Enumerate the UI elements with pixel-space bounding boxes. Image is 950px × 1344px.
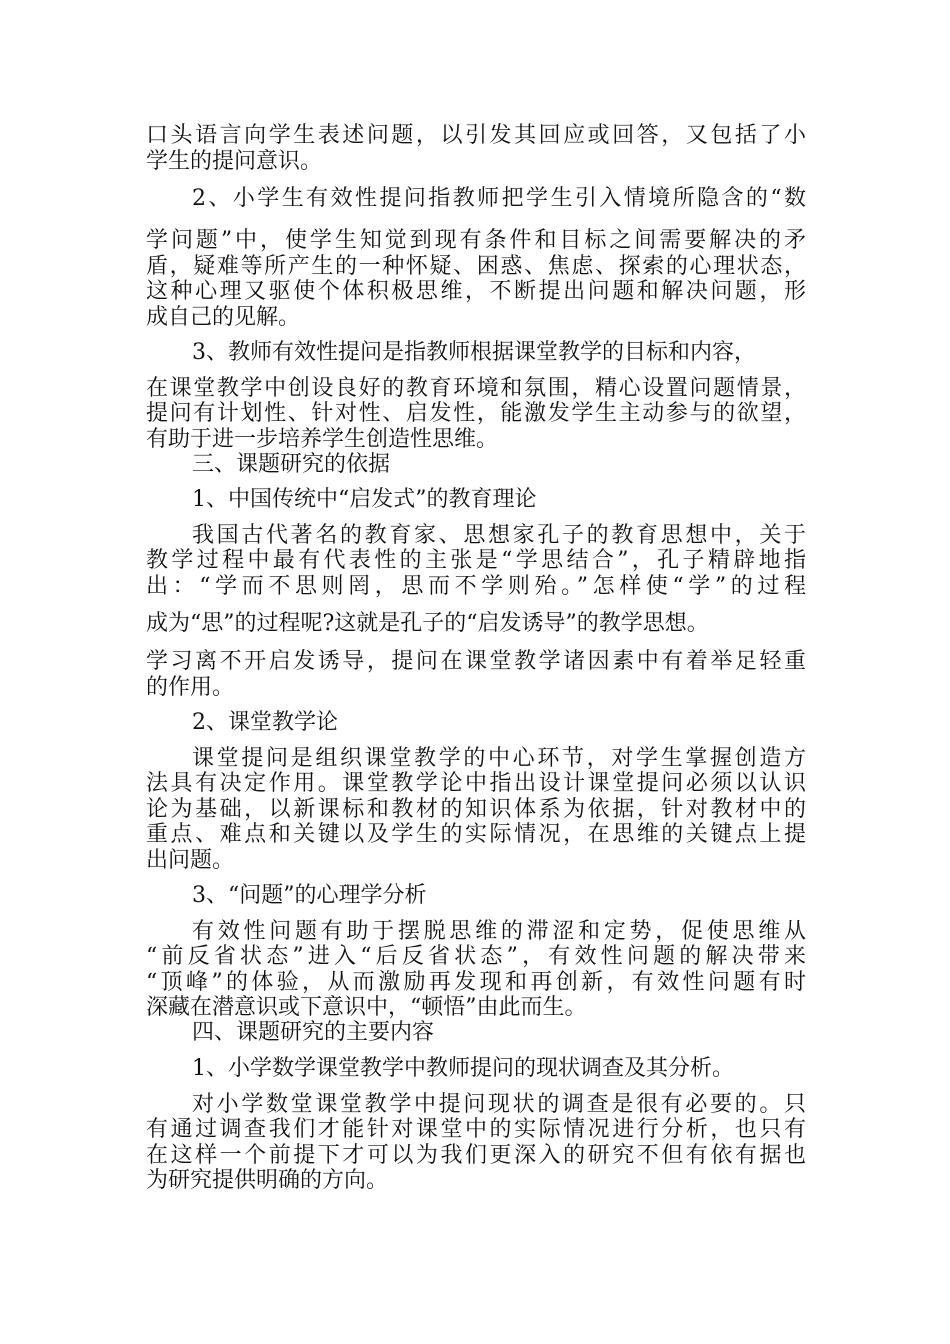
text-line: “顶峰”的体验，从而激励再发现和再创新，有效性问题有时 [146,970,806,995]
text-line: 出问题。 [146,848,235,873]
text-line: 对小学数堂课堂教学中提问现状的调查是很有必要的。只 [192,1092,806,1117]
text-line: 深藏在潜意识或下意识中，“顿悟”由此而生。 [146,995,587,1020]
text-line: 论为基础，以新课标和教材的知识体系为依据，针对教材中的 [146,797,806,822]
text-line: 成自己的见解。 [146,305,301,330]
subsection-heading: 3、“问题”的心理学分析 [192,883,427,908]
text-line: 我国古代著名的教育家、思想家孔子的教育思想中，关于 [192,523,806,548]
text-line: 成为“思”的过程呢?这就是孔子的“启发诱导”的教学思想。 [146,611,709,636]
text-line: 提问有计划性、针对性、启发性，能激发学生主动参与的欲望， [146,401,806,426]
text-line: 在课堂教学中创设良好的教育环境和氛围，精心设置问题情景， [146,376,806,401]
section-heading: 四、课题研究的主要内容 [192,1020,435,1045]
text-line: 出：“学而不思则罔，思而不学则殆。”怎样使“学”的过程 [146,574,806,599]
text-line: 学问题”中，使学生知觉到现有条件和目标之间需要解决的矛 [146,228,806,253]
text-line: 3、教师有效性提问是指教师根据课堂教学的目标和内容， [192,340,756,365]
text-line: 盾，疑难等所产生的一种怀疑、困惑、焦虑、探索的心理状态， [146,254,806,279]
text-line: 口头语言向学生表述问题，以引发其回应或回答，又包括了小 [146,123,806,148]
section-heading: 三、课题研究的依据 [192,452,391,477]
subsection-heading: 1、小学数学课堂教学中教师提问的现状调查及其分析。 [192,1056,734,1081]
text-line: 为研究提供明确的方向。 [146,1168,389,1193]
text-line: 有效性问题有助于摆脱思维的滞涩和定势，促使思维从 [192,919,806,944]
text-line: 教学过程中最有代表性的主张是“学思结合”，孔子精辟地指 [146,548,806,573]
text-line: 这种心理又驱使个体积极思维，不断提出问题和解决问题，形 [146,279,806,304]
subsection-heading: 2、课堂教学论 [192,710,338,735]
text-line: 有助于进一步培养学生创造性思维。 [146,427,499,452]
text-line: “前反省状态”进入“后反省状态”，有效性问题的解决带来 [146,944,806,969]
text-line: 的作用。 [146,675,235,700]
text-line: 有通过调查我们才能针对课堂中的实际情况进行分析，也只有 [146,1117,806,1142]
text-line: 法具有决定作用。课堂教学论中指出设计课堂提问必须以认识 [146,771,806,796]
text-line: 学生的提问意识。 [146,149,323,174]
text-line: 在这样一个前提下才可以为我们更深入的研究不但有依有据也 [146,1143,806,1168]
text-line: 2、小学生有效性提问指教师把学生引入情境所隐含的“数 [192,186,806,211]
text-line: 重点、难点和关键以及学生的实际情况，在思维的关键点上提 [146,822,806,847]
text-line: 学习离不开启发诱导，提问在课堂教学诸因素中有着举足轻重 [146,649,806,674]
subsection-heading: 1、中国传统中“启发式”的教育理论 [192,487,537,512]
text-line: 课堂提问是组织课堂教学的中心环节，对学生掌握创造方 [192,746,806,771]
